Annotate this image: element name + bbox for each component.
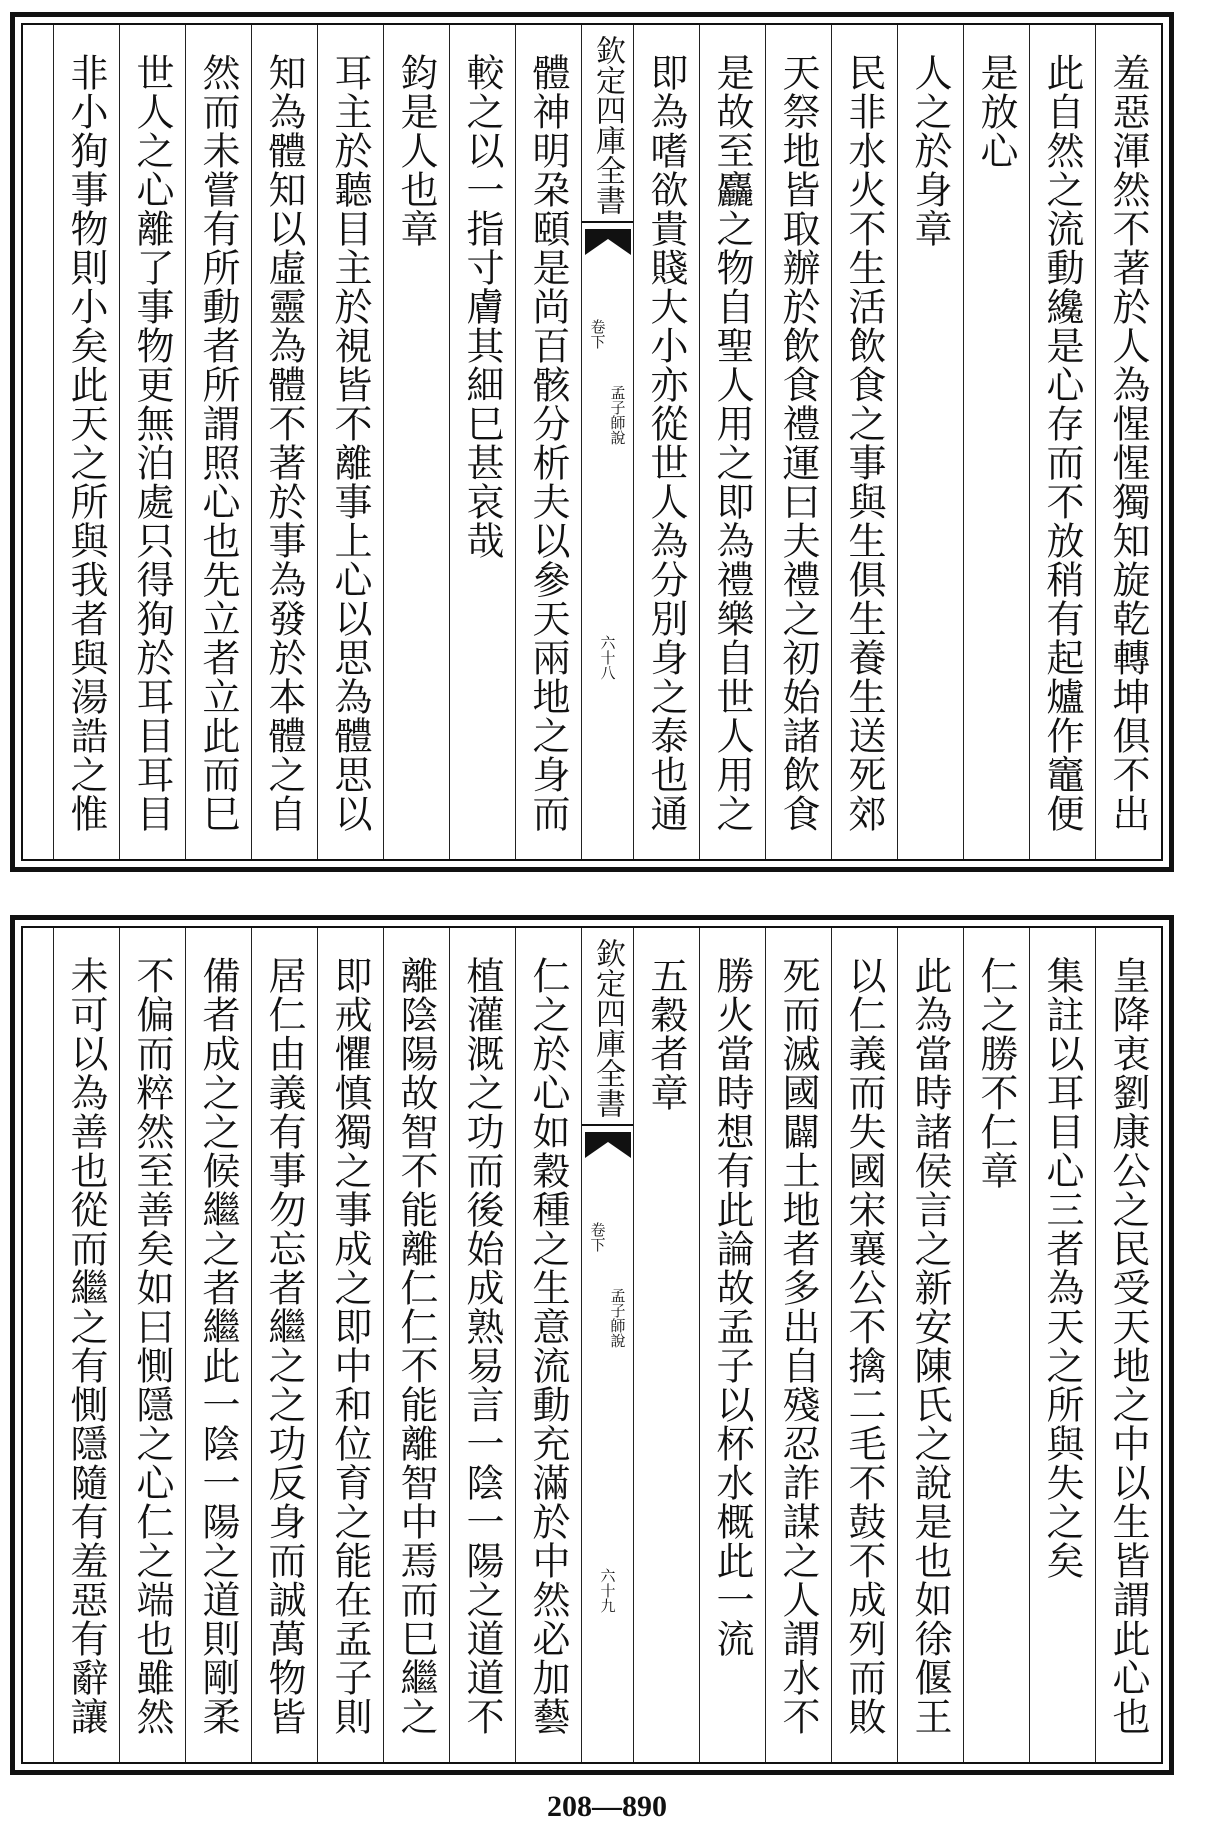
folio-number: 六十九 — [598, 1568, 617, 1613]
bottom-page-columns — [21, 926, 1163, 1764]
text-column: 即為嗜欲貴賤大小亦從世人為分別身之泰也通 — [633, 25, 699, 859]
text-column: 離陰陽故智不能離仁仁不能離智中焉而巳繼之 — [383, 928, 449, 1762]
text-column: 然而未嘗有所動者所謂照心也先立者立此而巳 — [185, 25, 251, 859]
spine-book-title: 孟子師說 — [608, 1288, 627, 1348]
fish-tail-mark-icon — [585, 1132, 631, 1158]
text-column: 不偏而粹然至善矣如曰惻隱之心仁之端也雖然 — [119, 928, 185, 1762]
text-column: 五穀者章 — [633, 928, 699, 1762]
spine-volume: 卷下 — [588, 319, 607, 349]
text-column: 皇降衷劉康公之民受天地之中以生皆謂此心也 — [1095, 928, 1161, 1762]
reprint-page-number: 208—890 — [547, 1790, 667, 1823]
text-column: 是放心 — [963, 25, 1029, 859]
text-column: 仁之勝不仁章 — [963, 928, 1029, 1762]
spine-volume: 卷下 — [588, 1222, 607, 1252]
text-column: 此自然之流動纔是心存而不放稍有起爐作竈便 — [1029, 25, 1095, 859]
text-column: 即戒懼慎獨之事成之即中和位育之能在孟子則 — [317, 928, 383, 1762]
spine-column — [581, 928, 633, 1762]
top-page — [10, 12, 1174, 872]
text-column: 天祭地皆取辦於飲食禮運曰夫禮之初始諸飲食 — [765, 25, 831, 859]
text-column: 仁之於心如穀種之生意流動充滿於中然必加藝 — [515, 928, 581, 1762]
text-column: 非小狥事物則小矣此天之所與我者與湯誥之惟 — [53, 25, 119, 859]
text-column: 羞惡渾然不著於人為惺惺獨知旋乾轉坤俱不出 — [1095, 25, 1161, 859]
text-column: 較之以一指寸膚其細巳甚哀哉 — [449, 25, 515, 859]
folio-number: 六十八 — [598, 635, 617, 680]
text-column: 世人之心離了事物更無泊處只得狥於耳目耳目 — [119, 25, 185, 859]
text-column: 未可以為善也從而繼之有惻隱隨有羞惡有辭讓 — [53, 928, 119, 1762]
top-page-columns — [21, 23, 1163, 861]
text-column: 體神明朶頤是尚百骸分析夫以參天兩地之身而 — [515, 25, 581, 859]
spine-column — [581, 25, 633, 859]
text-column: 植灌溉之功而後始成熟易言一陰一陽之道道不 — [449, 928, 515, 1762]
text-column: 以仁義而失國宋襄公不擒二毛不鼓不成列而敗 — [831, 928, 897, 1762]
text-column: 此為當時諸侯言之新安陳氏之說是也如徐偃王 — [897, 928, 963, 1762]
bottom-page — [10, 915, 1174, 1775]
text-column: 集註以耳目心三者為天之所與失之矣 — [1029, 928, 1095, 1762]
fish-tail-mark-icon — [585, 229, 631, 255]
text-column: 民非水火不生活飲食之事與生俱生養生送死郊 — [831, 25, 897, 859]
spine-book-title: 孟子師說 — [608, 385, 627, 445]
spine-title: 欽定四庫全書 — [582, 928, 633, 1126]
text-column: 居仁由義有事勿忘者繼之之功反身而誠萬物皆 — [251, 928, 317, 1762]
text-column: 是故至麤之物自聖人用之即為禮樂自世人用之 — [699, 25, 765, 859]
text-column: 知為體知以虛靈為體不著於事為發於本體之自 — [251, 25, 317, 859]
text-column: 鈞是人也章 — [383, 25, 449, 859]
text-column: 耳主於聽目主於視皆不離事上心以思為體思以 — [317, 25, 383, 859]
text-column: 人之於身章 — [897, 25, 963, 859]
text-column: 勝火當時想有此論故孟子以杯水概此一流 — [699, 928, 765, 1762]
text-column: 死而滅國闢土地者多出自殘忍詐謀之人謂水不 — [765, 928, 831, 1762]
text-column: 備者成之之候繼之者繼此一陰一陽之道則剛柔 — [185, 928, 251, 1762]
spine-title: 欽定四庫全書 — [582, 25, 633, 223]
